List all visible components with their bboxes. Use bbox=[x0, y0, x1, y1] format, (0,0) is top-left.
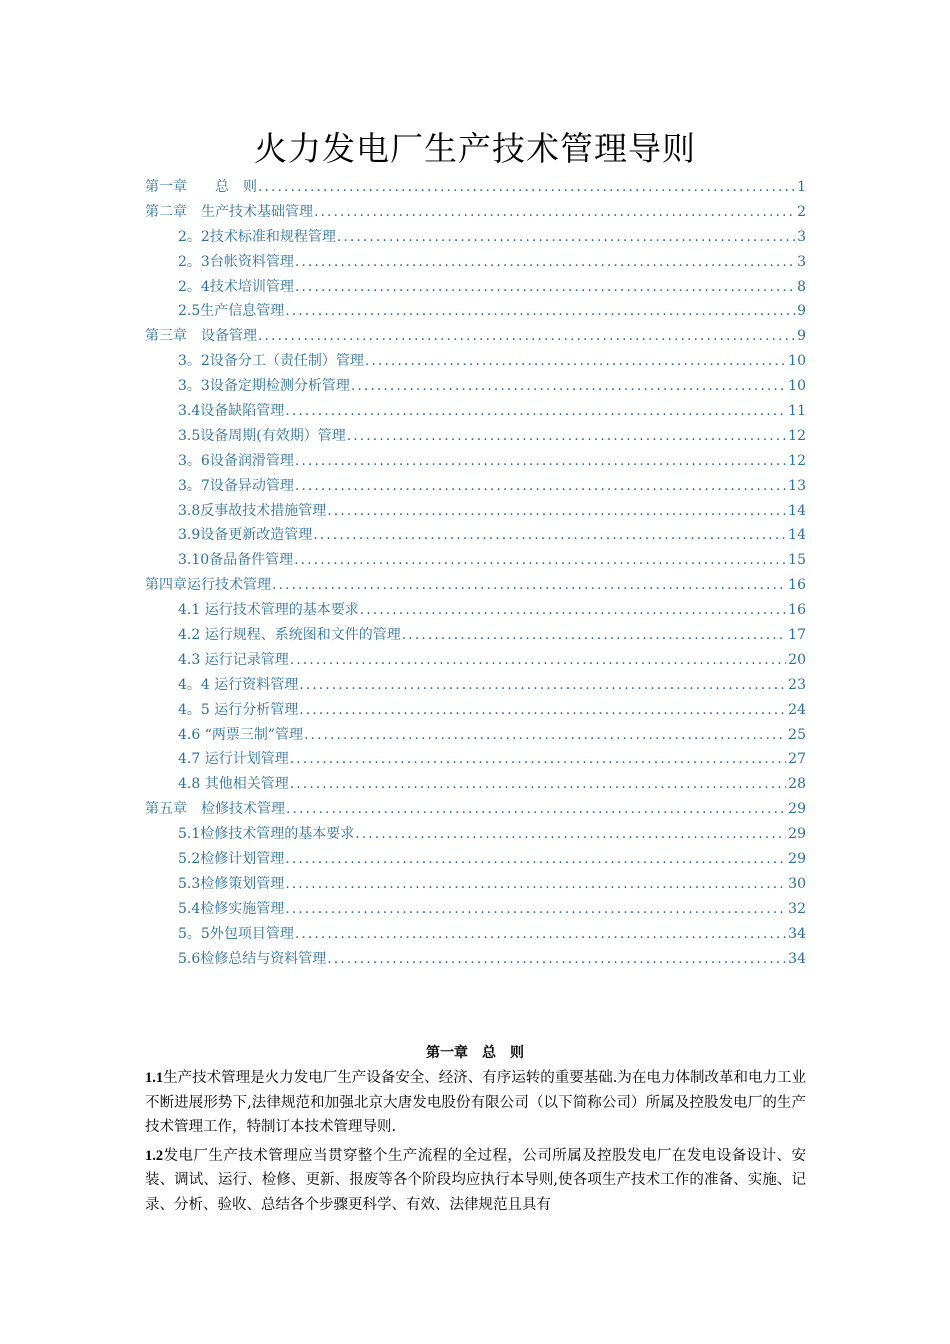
toc-entry-label: 第四章运行技术管理 bbox=[145, 577, 271, 594]
toc-entry-page-number: 11 bbox=[788, 403, 806, 420]
toc-entry-page-number: 2 bbox=[797, 203, 806, 220]
toc-entry-page-number: 10 bbox=[788, 378, 806, 395]
toc-entry-page-number: 34 bbox=[788, 950, 806, 967]
toc-entry-label: 3。6设备润滑管理 bbox=[178, 452, 294, 469]
toc-dot-leader bbox=[294, 548, 786, 573]
toc-entry-label: 4。4 运行资料管理 bbox=[178, 676, 299, 693]
toc-dot-leader bbox=[304, 723, 786, 748]
toc-entry-label: 3.10备品备件管理 bbox=[178, 552, 294, 569]
toc-entry[interactable] bbox=[145, 225, 806, 250]
toc-dot-leader bbox=[314, 200, 795, 225]
toc-entry[interactable] bbox=[145, 175, 806, 200]
toc-entry-page-number: 14 bbox=[788, 502, 806, 519]
toc-dot-leader bbox=[313, 523, 786, 548]
toc-dot-leader bbox=[360, 598, 786, 623]
toc-entry-label: 4.1 运行技术管理的基本要求 bbox=[178, 602, 359, 619]
toc-entry-label: 3。7设备异动管理 bbox=[178, 477, 294, 494]
toc-entry[interactable] bbox=[145, 573, 806, 598]
toc-entry-label: 5.1检修技术管理的基本要求 bbox=[178, 826, 355, 843]
toc-entry-page-number: 1 bbox=[797, 179, 806, 195]
toc-entry-label: 3。3设备定期检测分析管理 bbox=[178, 378, 350, 395]
toc-entry[interactable] bbox=[145, 922, 806, 947]
toc-entry-label: 5。5外包项目管理 bbox=[178, 925, 294, 942]
table-of-contents bbox=[145, 175, 806, 972]
toc-entry-label: 5.4检修实施管理 bbox=[178, 900, 285, 917]
toc-entry-label: 第一章 总 则 bbox=[145, 179, 257, 195]
toc-entry-label: 5.2检修计划管理 bbox=[178, 851, 285, 868]
paragraph-text: 生产技术管理是火力发电厂生产设备安全、经济、有序运转的重要基础.为在电力体制改革和电力工业不断进展形势下,法律规范和加强北京大唐发电股份有限公司（以下简称公司）所属及控股发电厂的生产技术管理工作，特制订本技术管理导则. bbox=[145, 1070, 806, 1136]
toc-entry-label: 2。3台帐资料管理 bbox=[178, 253, 294, 270]
toc-entry-label: 第五章 检修技术管理 bbox=[145, 801, 285, 818]
toc-entry-page-number: 15 bbox=[788, 552, 806, 569]
paragraph-1-1 bbox=[145, 1066, 806, 1140]
toc-dot-leader bbox=[272, 573, 786, 598]
toc-entry[interactable] bbox=[145, 299, 806, 324]
toc-dot-leader bbox=[286, 797, 786, 822]
toc-entry-label: 5.3检修策划管理 bbox=[178, 875, 285, 892]
paragraph-text: 发电厂生产技术管理应当贯穿整个生产流程的全过程，公司所属及控股发电厂在发电设备设计、安装、调试、运行、检修、更新、报废等各个阶段均应执行本导则,使各项生产技术工作的准备、实施、记录、分析、验收、总结各个步骤更科学、有效、法律规范且具有 bbox=[145, 1147, 806, 1213]
toc-entry[interactable] bbox=[145, 872, 806, 897]
toc-dot-leader bbox=[295, 474, 786, 499]
toc-dot-leader bbox=[290, 772, 786, 797]
toc-dot-leader bbox=[258, 175, 795, 200]
toc-dot-leader bbox=[347, 424, 786, 449]
toc-entry[interactable] bbox=[145, 424, 806, 449]
toc-dot-leader bbox=[290, 648, 786, 673]
toc-dot-leader bbox=[285, 872, 786, 897]
toc-dot-leader bbox=[337, 225, 795, 250]
toc-entry[interactable] bbox=[145, 474, 806, 499]
toc-entry-page-number: 12 bbox=[788, 452, 806, 469]
toc-entry-label: 2。2技术标准和规程管理 bbox=[178, 228, 336, 245]
toc-entry-label: 2.5生产信息管理 bbox=[178, 303, 285, 320]
toc-dot-leader bbox=[285, 897, 786, 922]
toc-dot-leader bbox=[295, 250, 795, 275]
toc-entry[interactable] bbox=[145, 275, 806, 300]
toc-entry-page-number: 25 bbox=[788, 726, 806, 743]
toc-entry-page-number: 13 bbox=[788, 477, 806, 494]
toc-entry-label: 3.5设备周期(有效期）管理 bbox=[178, 427, 346, 444]
toc-entry[interactable] bbox=[145, 548, 806, 573]
toc-entry-page-number: 27 bbox=[788, 751, 806, 768]
toc-entry-page-number: 20 bbox=[788, 651, 806, 668]
toc-entry[interactable] bbox=[145, 847, 806, 872]
toc-entry-page-number: 16 bbox=[788, 577, 806, 594]
paragraph-number: 1.2 bbox=[145, 1147, 164, 1164]
toc-entry-page-number: 9 bbox=[797, 303, 806, 320]
toc-dot-leader bbox=[299, 673, 786, 698]
toc-entry-page-number: 16 bbox=[788, 602, 806, 619]
toc-entry-label: 5.6检修总结与资料管理 bbox=[178, 950, 327, 967]
toc-entry-page-number: 28 bbox=[788, 776, 806, 793]
toc-entry[interactable] bbox=[145, 523, 806, 548]
toc-entry-page-number: 8 bbox=[797, 278, 806, 295]
toc-entry[interactable] bbox=[145, 623, 806, 648]
toc-entry-page-number: 30 bbox=[788, 875, 806, 892]
toc-entry-label: 3.8反事故技术措施管理 bbox=[178, 502, 327, 519]
toc-entry-label: 3.9设备更新改造管理 bbox=[178, 527, 313, 544]
toc-entry[interactable] bbox=[145, 698, 806, 723]
paragraph-number: 1.1 bbox=[145, 1070, 164, 1086]
toc-entry[interactable] bbox=[145, 947, 806, 972]
toc-entry-label: 第二章 生产技术基础管理 bbox=[145, 203, 313, 220]
toc-entry-page-number: 3 bbox=[797, 228, 806, 245]
toc-entry-page-number: 9 bbox=[797, 328, 806, 345]
toc-entry-label: 3。2设备分工（责任制）管理 bbox=[178, 353, 364, 370]
toc-entry-page-number: 24 bbox=[788, 701, 806, 718]
toc-entry[interactable] bbox=[145, 349, 806, 374]
document-title: 火力发电厂生产技术管理导则 bbox=[254, 129, 696, 168]
toc-entry[interactable] bbox=[145, 598, 806, 623]
toc-entry-page-number: 29 bbox=[788, 826, 806, 843]
toc-entry-label: 4.6 “两票三制”管理 bbox=[178, 726, 304, 743]
toc-entry-page-number: 17 bbox=[788, 627, 806, 644]
toc-entry[interactable] bbox=[145, 499, 806, 524]
toc-dot-leader bbox=[295, 275, 795, 300]
toc-entry[interactable] bbox=[145, 822, 806, 847]
toc-entry[interactable] bbox=[145, 723, 806, 748]
toc-entry-page-number: 29 bbox=[788, 851, 806, 868]
toc-entry-label: 第三章 设备管理 bbox=[145, 328, 257, 345]
chapter-body bbox=[145, 1066, 806, 1218]
toc-entry-page-number: 3 bbox=[797, 253, 806, 270]
toc-dot-leader bbox=[295, 922, 786, 947]
toc-entry[interactable] bbox=[145, 374, 806, 399]
toc-dot-leader bbox=[355, 822, 786, 847]
toc-dot-leader bbox=[351, 374, 786, 399]
toc-entry-label: 3.4设备缺陷管理 bbox=[178, 403, 285, 420]
toc-entry[interactable] bbox=[145, 200, 806, 225]
toc-entry-page-number: 14 bbox=[788, 527, 806, 544]
toc-entry[interactable] bbox=[145, 673, 806, 698]
toc-entry[interactable] bbox=[145, 747, 806, 772]
toc-dot-leader bbox=[299, 698, 786, 723]
toc-dot-leader bbox=[290, 747, 786, 772]
toc-dot-leader bbox=[327, 499, 786, 524]
toc-dot-leader bbox=[365, 349, 786, 374]
toc-dot-leader bbox=[258, 324, 795, 349]
toc-entry-page-number: 34 bbox=[788, 925, 806, 942]
toc-dot-leader bbox=[285, 847, 786, 872]
toc-entry[interactable] bbox=[145, 648, 806, 673]
toc-entry-page-number: 12 bbox=[788, 427, 806, 444]
toc-dot-leader bbox=[402, 623, 786, 648]
toc-entry-label: 4。5 运行分析管理 bbox=[178, 701, 299, 718]
toc-entry-page-number: 29 bbox=[788, 801, 806, 818]
toc-dot-leader bbox=[285, 299, 795, 324]
toc-dot-leader bbox=[295, 449, 786, 474]
toc-entry-page-number: 23 bbox=[788, 676, 806, 693]
toc-entry[interactable] bbox=[145, 399, 806, 424]
toc-entry-page-number: 32 bbox=[788, 900, 806, 917]
toc-entry[interactable] bbox=[145, 324, 806, 349]
toc-entry[interactable] bbox=[145, 797, 806, 822]
toc-entry[interactable] bbox=[145, 250, 806, 275]
toc-entry-label: 2。4技术培训管理 bbox=[178, 278, 294, 295]
toc-entry-label: 4.3 运行记录管理 bbox=[178, 651, 289, 668]
toc-entry-label: 4.8 其他相关管理 bbox=[178, 776, 289, 793]
toc-entry[interactable] bbox=[145, 772, 806, 797]
chapter-heading: 第一章 总 则 bbox=[426, 1045, 524, 1061]
toc-entry-label: 4.2 运行规程、系统图和文件的管理 bbox=[178, 627, 401, 644]
paragraph-1-2 bbox=[145, 1144, 806, 1218]
toc-dot-leader bbox=[285, 399, 786, 424]
toc-entry-label: 4.7 运行计划管理 bbox=[178, 751, 289, 768]
toc-entry[interactable] bbox=[145, 449, 806, 474]
toc-entry[interactable] bbox=[145, 897, 806, 922]
toc-entry-page-number: 10 bbox=[788, 353, 806, 370]
toc-dot-leader bbox=[327, 947, 786, 972]
